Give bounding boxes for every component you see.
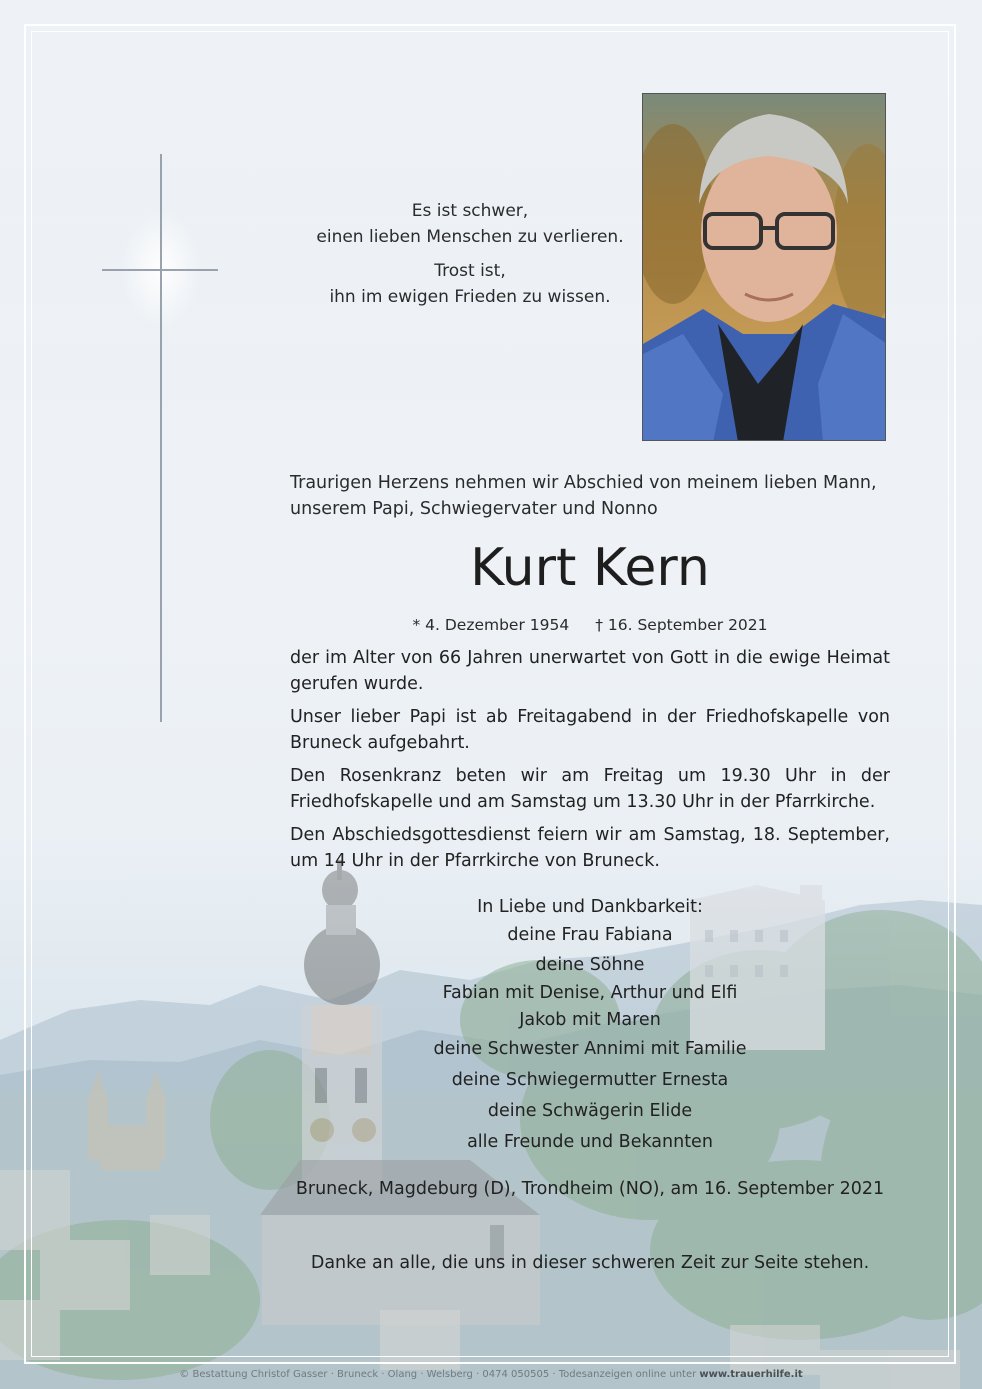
paragraph-viewing: Unser lieber Papi ist ab Freitagabend in der Friedhofskapelle von Bruneck aufgebahrt. bbox=[290, 707, 890, 753]
verse-stanza-1 bbox=[270, 198, 670, 250]
intro-line: unserem Papi, Schwiegervater und Nonno bbox=[290, 499, 658, 519]
mourners-heading: In Liebe und Dankbarkeit: bbox=[477, 897, 703, 917]
portrait-photo bbox=[642, 93, 886, 441]
mourner-line: deine Schwester Annimi mit Familie bbox=[433, 1039, 747, 1059]
mourner-line: Fabian mit Denise, Arthur und Elfi bbox=[442, 983, 738, 1003]
footer-link[interactable]: www.trauerhilfe.it bbox=[699, 1369, 803, 1380]
mourner-line: deine Schwägerin Elide bbox=[487, 1101, 693, 1121]
cross-icon-bar bbox=[102, 269, 218, 271]
verse-line: Trost ist, bbox=[434, 261, 506, 281]
mourner-line: deine Schwiegermutter Ernesta bbox=[451, 1070, 729, 1090]
place-and-date: Bruneck, Magdeburg (D), Trondheim (NO), am 16. September 2021 bbox=[295, 1179, 885, 1199]
paragraph-age: der im Alter von 66 Jahren unerwartet von Gott in die ewige Heimat gerufen wurde. bbox=[290, 648, 890, 694]
footer-text: © Bestattung Christof Gasser · Bruneck · Olang · Welsberg · 0474 050505 · Todesanzeigen online unter bbox=[179, 1369, 697, 1380]
mourner-line: deine Söhne bbox=[535, 955, 645, 975]
verse-line: einen lieben Menschen zu verlieren. bbox=[316, 227, 624, 247]
intro-line: Traurigen Herzens nehmen wir Abschied von meinem lieben Mann, bbox=[290, 473, 877, 493]
birth-date: * 4. Dezember 1954 bbox=[412, 616, 570, 634]
cross-icon bbox=[160, 154, 162, 722]
thanks-line: Danke an alle, die uns in dieser schweren Zeit zur Seite stehen. bbox=[310, 1253, 870, 1273]
intro-text bbox=[290, 470, 890, 522]
announcement-body bbox=[290, 645, 890, 881]
paragraph-rosary: Den Rosenkranz beten wir am Freitag um 19.30 Uhr in der Friedhofskapelle und am Samstag um 13.30 Uhr in der Pfarrkirche. bbox=[290, 766, 890, 812]
verse-line: ihn im ewigen Frieden zu wissen. bbox=[329, 287, 611, 307]
footer-credit bbox=[0, 1368, 982, 1382]
mourners-list bbox=[290, 894, 890, 1158]
deceased-name: Kurt Kern bbox=[470, 538, 710, 598]
portrait-image bbox=[643, 94, 886, 441]
paragraph-funeral-mass: Den Abschiedsgottesdienst feiern wir am Samstag, 18. September, um 14 Uhr in der Pfarrkirche von Bruneck. bbox=[290, 825, 890, 871]
verse-line: Es ist schwer, bbox=[411, 201, 529, 221]
mourner-line: alle Freunde und Bekannten bbox=[467, 1132, 713, 1152]
life-dates bbox=[290, 612, 890, 638]
verse-stanza-2 bbox=[270, 258, 670, 310]
death-date: † 16. September 2021 bbox=[595, 616, 768, 634]
mourner-line: deine Frau Fabiana bbox=[507, 925, 673, 945]
mourner-line: Jakob mit Maren bbox=[519, 1010, 661, 1030]
